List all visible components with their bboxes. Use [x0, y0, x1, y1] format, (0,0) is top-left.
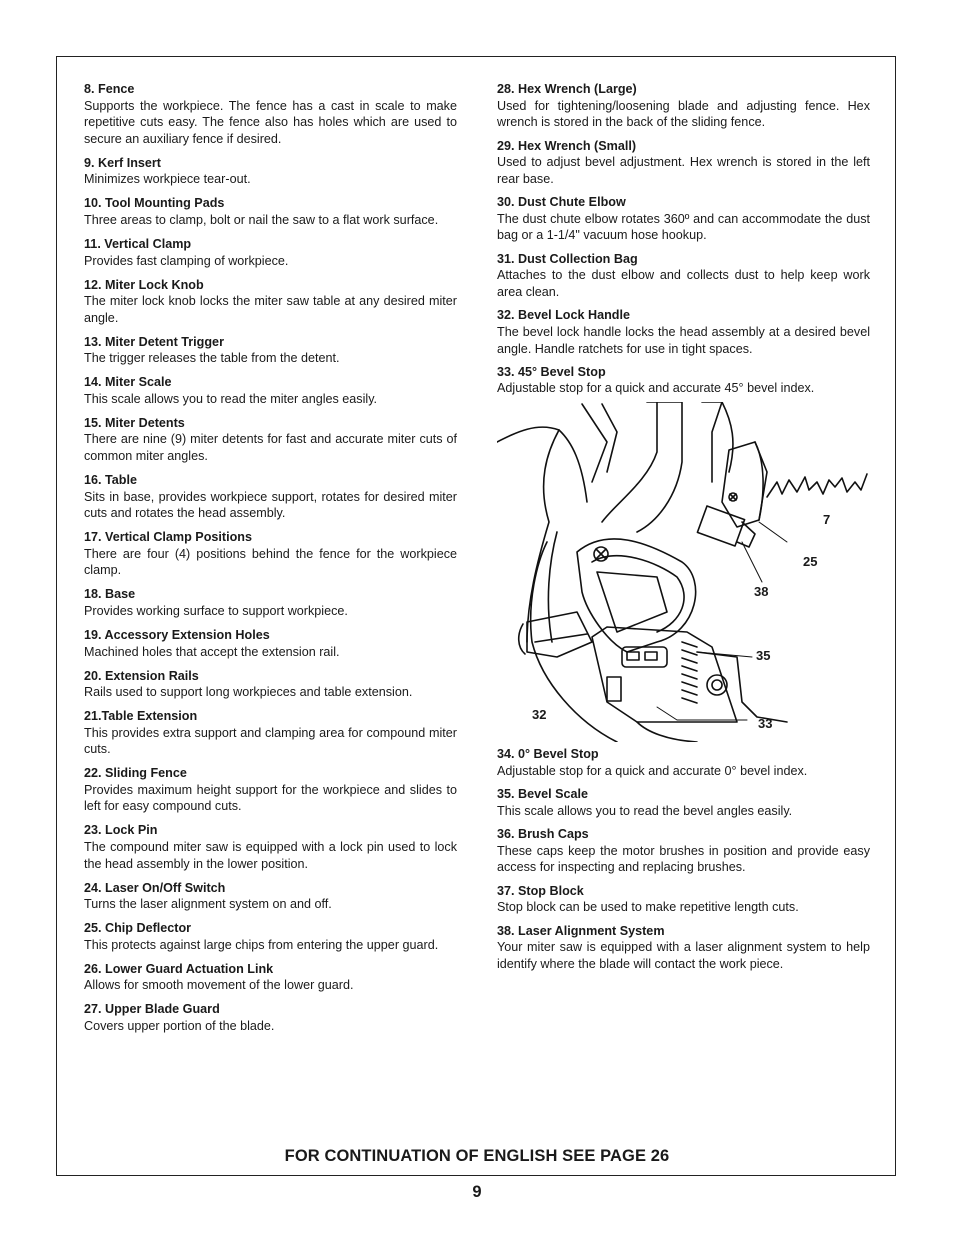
feature-description: Rails used to support long workpieces and table extension. [84, 685, 413, 700]
feature-description: Provides maximum height support for the workpiece and slides to left for easy compound cuts. [84, 782, 457, 814]
feature-title: 38. Laser Alignment System [497, 923, 665, 938]
feature-description: Sits in base, provides workpiece support, rotates for desired miter cuts and rotates the head assembly. [84, 489, 457, 521]
feature-title: 33. 45° Bevel Stop [497, 364, 606, 379]
feature-description: Supports the workpiece. The fence has a cast in scale to make repetitive cuts easy. The fence also has holes which are used to secure an auxiliary fence if desired. [84, 98, 457, 146]
feature-item [84, 195, 457, 228]
feature-description: The miter lock knob locks the miter saw table at any desired miter angle. [84, 294, 457, 325]
feature-description: Adjustable stop for a quick and accurate 0° bevel index. [497, 763, 808, 778]
feature-description: Used to adjust bevel adjustment. Hex wrench is stored in the left rear base. [497, 155, 870, 186]
feature-description: This scale allows you to read the bevel angles easily. [497, 803, 793, 818]
callout-25: 25 [803, 554, 818, 569]
feature-item [497, 138, 870, 188]
feature-description: There are four (4) positions behind the fence for the workpiece clamp. [84, 546, 457, 578]
left-column [84, 81, 457, 1042]
feature-description: The trigger releases the table from the detent. [84, 351, 340, 366]
feature-item [84, 415, 457, 465]
feature-description: This provides extra support and clamping area for compound miter cuts. [84, 725, 457, 757]
feature-item [84, 236, 457, 269]
feature-title: 37. Stop Block [497, 883, 584, 898]
feature-item [84, 81, 457, 147]
feature-title: 24. Laser On/Off Switch [84, 880, 226, 895]
feature-title: 16. Table [84, 473, 137, 487]
feature-item [84, 334, 457, 367]
feature-title: 15. Miter Detents [84, 415, 185, 430]
feature-description: The bevel lock handle locks the head assembly at a desired bevel angle. Handle ratchets for use in tight spaces. [497, 324, 870, 356]
callout-32: 32 [532, 707, 547, 722]
callout-35: 35 [756, 648, 771, 663]
feature-title: 10. Tool Mounting Pads [84, 196, 225, 211]
feature-description: These caps keep the motor brushes in position and provide easy access for inspecting and replacing brushes. [497, 843, 870, 875]
feature-description: Stop block can be used to make repetitive length cuts. [497, 900, 799, 915]
feature-title: 9. Kerf Insert [84, 155, 161, 170]
feature-description: There are nine (9) miter detents for fast and accurate miter cuts of common miter angles. [84, 432, 457, 464]
feature-item [84, 668, 457, 701]
saw-illustration [497, 402, 872, 742]
callout-33: 33 [758, 716, 773, 731]
feature-item [497, 786, 870, 819]
feature-title: 19. Accessory Extension Holes [84, 627, 270, 642]
feature-description: This protects against large chips from entering the upper guard. [84, 937, 439, 952]
feature-description: Turns the laser alignment system on and off. [84, 897, 332, 912]
feature-description: Allows for smooth movement of the lower guard. [84, 978, 354, 993]
feature-item [84, 529, 457, 579]
feature-title: 21.Table Extension [84, 709, 198, 724]
feature-item [84, 586, 457, 619]
feature-description: Three areas to clamp, bolt or nail the saw to a flat work surface. [84, 212, 439, 227]
feature-description: Your miter saw is equipped with a laser alignment system to help identify where the blade will contact the work piece. [497, 940, 870, 971]
feature-item [84, 277, 457, 327]
feature-title: 31. Dust Collection Bag [497, 251, 638, 266]
feature-title: 22. Sliding Fence [84, 766, 187, 781]
feature-description: Machined holes that accept the extension rail. [84, 644, 340, 659]
feature-title: 26. Lower Guard Actuation Link [84, 961, 274, 976]
feature-title: 13. Miter Detent Trigger [84, 334, 224, 349]
feature-title: 34. 0° Bevel Stop [497, 747, 599, 761]
feature-item [84, 708, 457, 758]
feature-title: 27. Upper Blade Guard [84, 1002, 220, 1017]
miter-saw-bevel-figure [497, 402, 872, 742]
feature-item [497, 826, 870, 876]
feature-item [497, 364, 870, 397]
feature-item [497, 81, 870, 131]
page-number: 9 [472, 1183, 482, 1201]
feature-item [84, 920, 457, 953]
feature-description: Provides fast clamping of workpiece. [84, 253, 289, 268]
feature-title: 29. Hex Wrench (Small) [497, 138, 637, 153]
feature-description: Adjustable stop for a quick and accurate 45° bevel index. [497, 381, 815, 396]
feature-item [497, 883, 870, 916]
feature-description: Covers upper portion of the blade. [84, 1018, 275, 1033]
feature-item [84, 1001, 457, 1034]
feature-description: Attaches to the dust elbow and collects dust to help keep work area clean. [497, 268, 870, 299]
feature-title: 35. Bevel Scale [497, 786, 589, 801]
feature-item [84, 961, 457, 994]
feature-item [84, 822, 457, 872]
feature-title: 23. Lock Pin [84, 823, 158, 838]
feature-description: Provides working surface to support workpiece. [84, 603, 348, 618]
feature-item [84, 765, 457, 815]
feature-title: 17. Vertical Clamp Positions [84, 530, 252, 545]
feature-description: The dust chute elbow rotates 360º and can accommodate the dust bag or a 1-1/4" vacuum hose hookup. [497, 211, 870, 243]
feature-item [84, 880, 457, 913]
continuation-note: FOR CONTINUATION OF ENGLISH SEE PAGE 26 [284, 1147, 670, 1165]
feature-item [497, 746, 870, 779]
feature-item [497, 251, 870, 301]
feature-item [497, 307, 870, 357]
feature-title: 12. Miter Lock Knob [84, 277, 204, 292]
feature-item [84, 627, 457, 660]
feature-description: This scale allows you to read the miter angles easily. [84, 391, 378, 406]
feature-title: 32. Bevel Lock Handle [497, 308, 630, 323]
feature-description: The compound miter saw is equipped with a lock pin used to lock the head assembly in the lower position. [84, 840, 457, 871]
feature-title: 30. Dust Chute Elbow [497, 195, 626, 210]
feature-item [84, 374, 457, 407]
feature-item [84, 155, 457, 188]
feature-item [497, 923, 870, 973]
feature-title: 36. Brush Caps [497, 826, 589, 841]
feature-title: 28. Hex Wrench (Large) [497, 82, 637, 96]
feature-description: Used for tightening/loosening blade and adjusting fence. Hex wrench is stored in the back of the sliding fence. [497, 98, 870, 130]
feature-title: 25. Chip Deflector [84, 921, 192, 936]
feature-item [84, 472, 457, 522]
feature-item [497, 194, 870, 244]
feature-title: 8. Fence [84, 82, 135, 96]
callout-38: 38 [754, 584, 769, 599]
feature-description: Minimizes workpiece tear-out. [84, 172, 251, 187]
feature-title: 14. Miter Scale [84, 375, 172, 390]
feature-title: 18. Base [84, 587, 136, 602]
callout-7: 7 [823, 512, 831, 527]
feature-title: 11. Vertical Clamp [84, 236, 192, 251]
feature-title: 20. Extension Rails [84, 668, 199, 683]
